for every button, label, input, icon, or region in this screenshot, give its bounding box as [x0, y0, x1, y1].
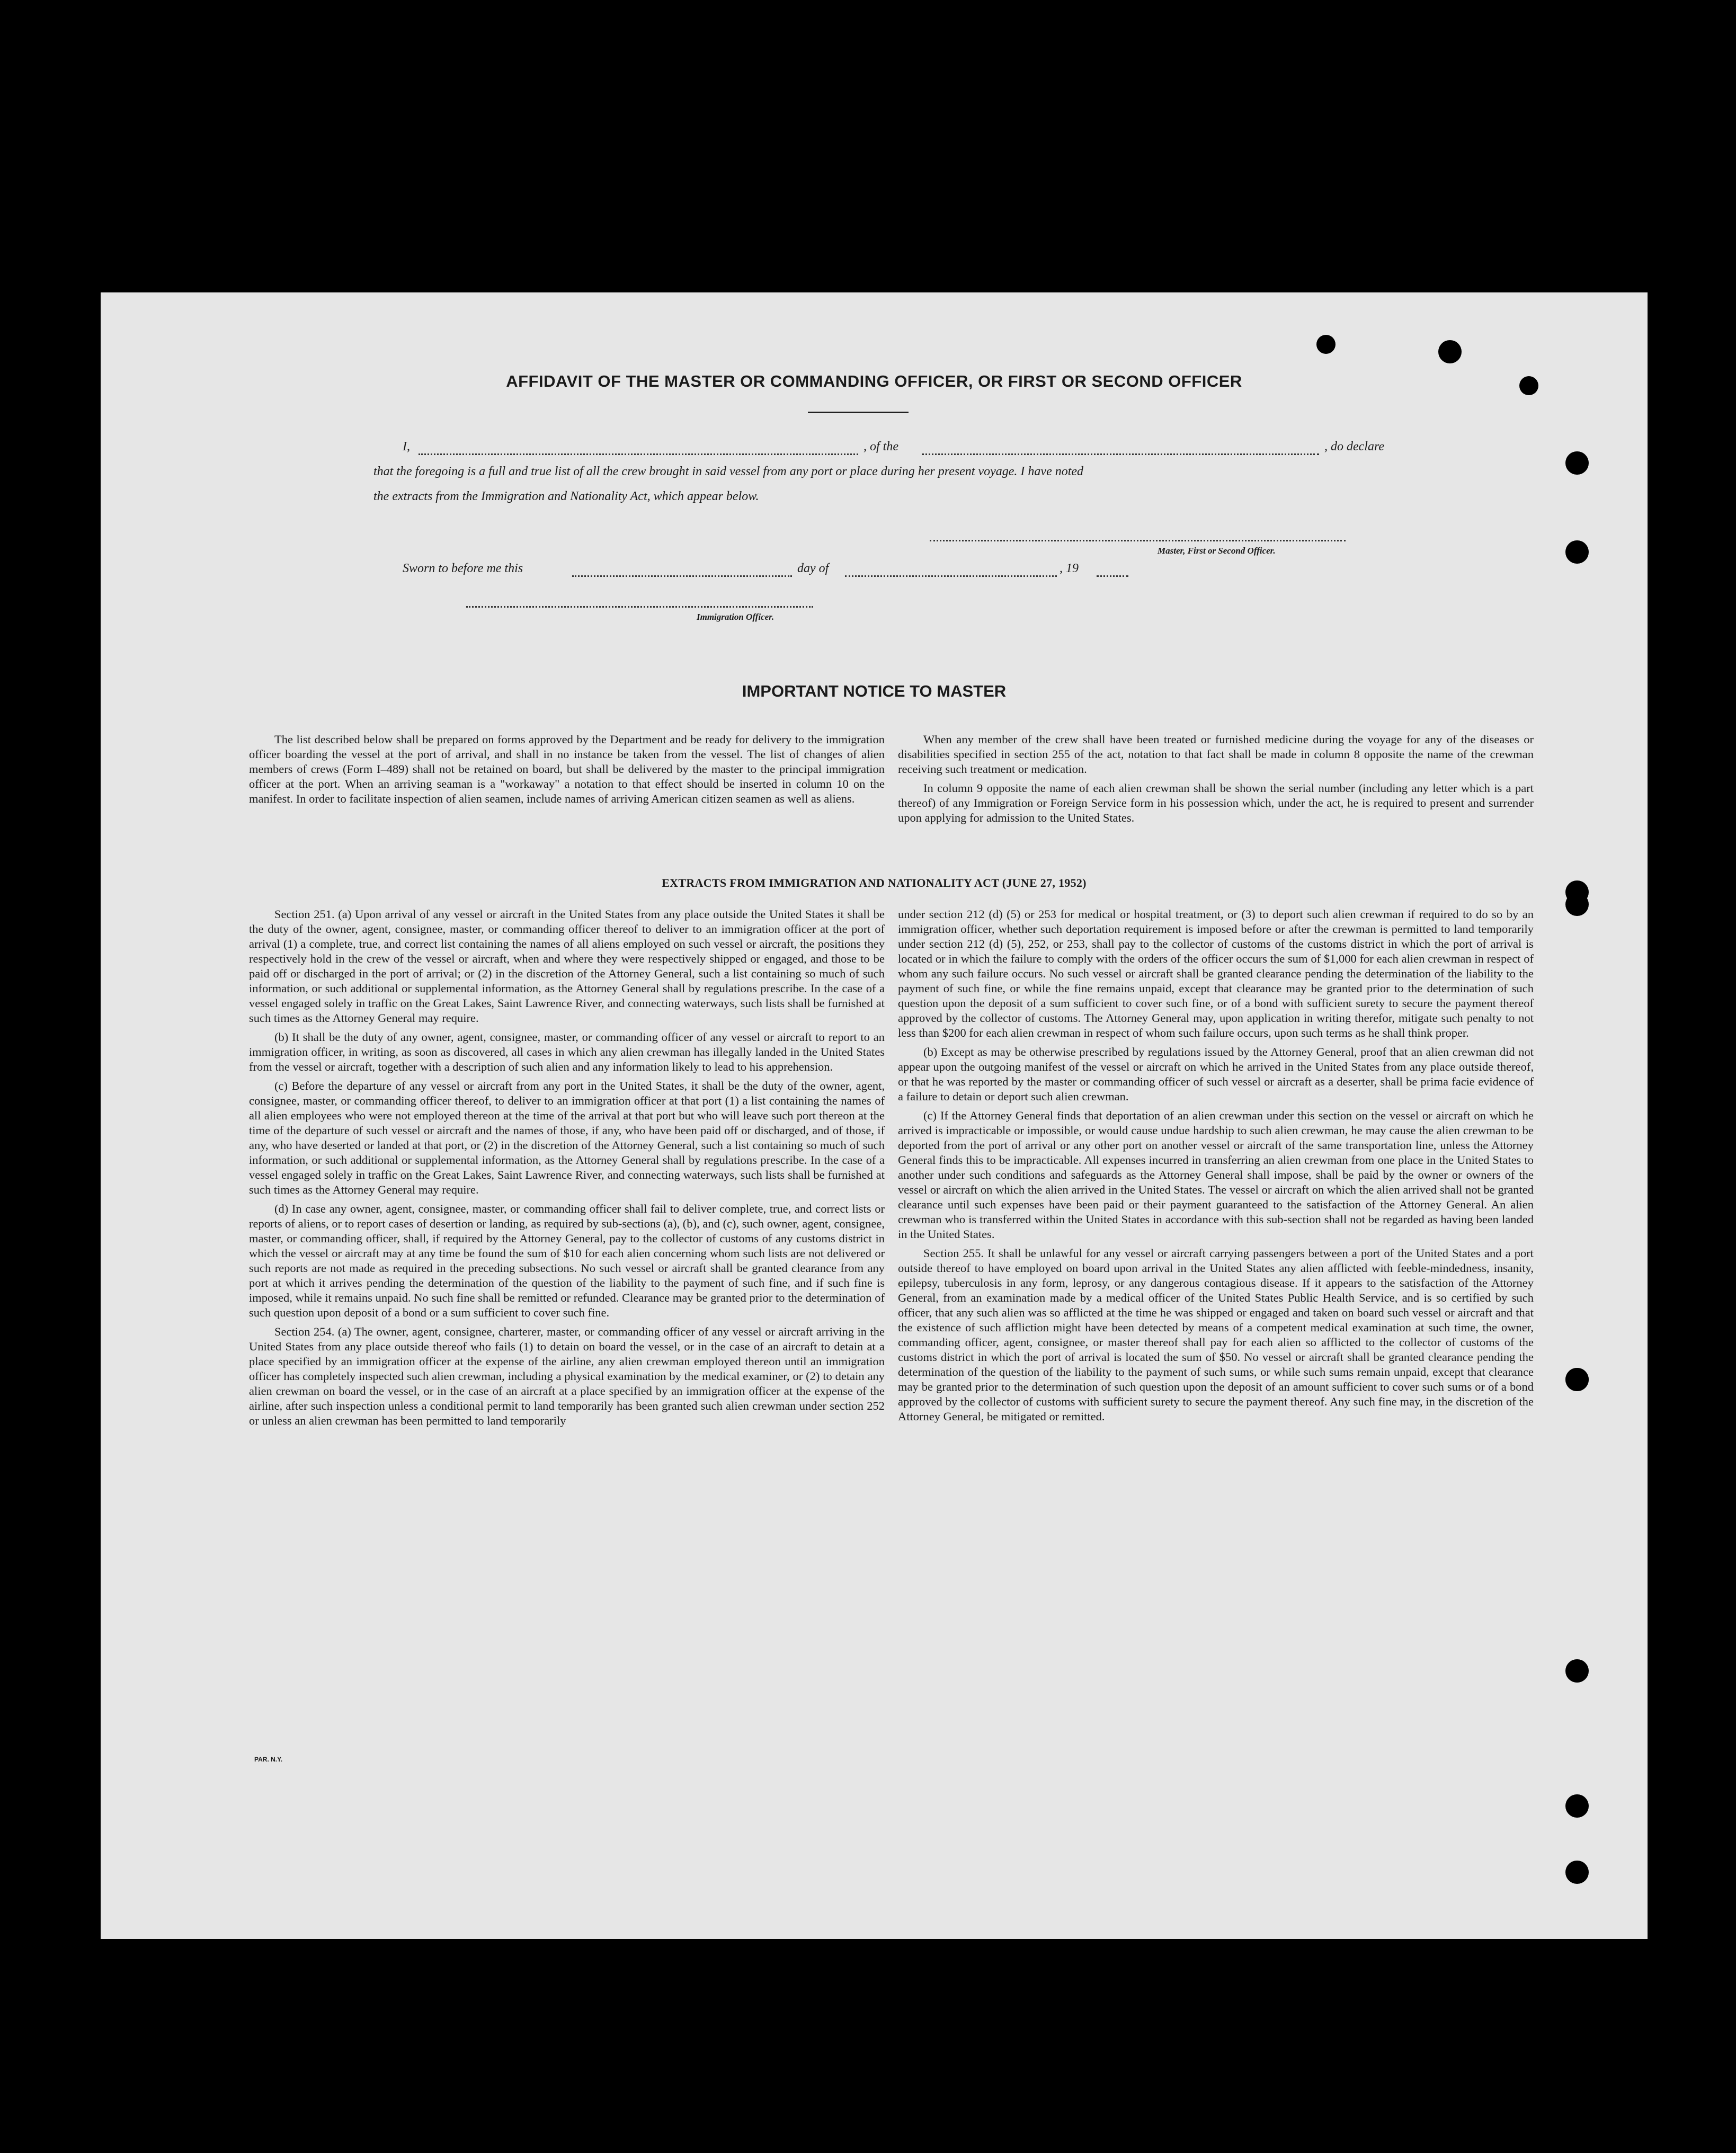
- extract-paragraph: Section 251. (a) Upon arrival of any vessel or aircraft in the United States from any place outside the United States it shall be the duty of the owner, agent, consignee, master, or commanding officer thereof to deliver to an immigration officer at the port of arrival (1) a complete, true, and correct list containing the names of all aliens employed on such vessel or aircraft, the positions they respectively hold in the crew of the vessel or aircraft, when and where they were respectively shipped or engaged, and those to be paid off or discharged in the port of arrival; or (2) in the discretion of the Attorney General, such a list containing so much of such information, or such additional or supplemental information, as the Attorney General shall by regulations prescribe. In the case of a vessel engaged solely in traffic on the Great Lakes, Saint Lawrence River, and connecting waterways, such lists shall be furnished at such times as the Attorney General may require.: [249, 908, 885, 1025]
- extract-paragraph: Section 255. It shall be unlawful for any vessel or aircraft carrying passengers between a port of the United States and a port outside thereof to have employed on board upon arrival in the United States any alien afflicted with feeble-mindedness, insanity, epilepsy, tuberculosis in any form, leprosy, or any dangerous contagious disease. If it appears to the satisfaction of the Attorney General, from an examination made by a medical officer of the United States Public Health Service, and is so certified by such officer, that any such alien was so afflicted at the time he was shipped or engaged and taken on board such vessel or aircraft and that the existence of such affliction might have been detected by means of a competent medical examination at such time, the owner, commanding officer, agent, consignee, or master thereof shall pay for each alien so afflicted to the collector of customs of the customs district in which the port of arrival is located the sum of $50. No vessel or aircraft shall be granted clearance pending the determination of the question of the liability to the payment of such sums, or while such sums remain unpaid, except that clearance may be granted prior to the determination of such question upon the deposit of an amount sufficient to cover such sums or of a bond approved by the collector of customs with sufficient surety to secure the payment thereof. Any such fine may, in the discretion of the Attorney General, be mitigated or remitted.: [898, 1247, 1534, 1423]
- officer-signature-field[interactable]: [466, 606, 813, 608]
- sworn-line: [403, 562, 1197, 576]
- sworn-day-label: day of: [797, 562, 829, 575]
- punch-hole: [1438, 340, 1462, 363]
- punch-hole: [1565, 1794, 1589, 1818]
- extracts-right-column: [898, 907, 1534, 1428]
- punch-hole: [1565, 2004, 1589, 2027]
- master-signature-field[interactable]: [930, 540, 1346, 541]
- extract-paragraph: (c) If the Attorney General finds that deportation of an alien crewman under this section on the vessel or aircraft on which he arrived is impracticable or impossible, or would cause undue hardship to such alien crewman, he may cause the alien crewman to be deported from the port of arrival or any other port on another vessel or aircraft of the same transportation line, unless the Attorney General finds this to be impracticable. All expenses incurred in transferring an alien crewman from one place in the United States to another under such conditions and safeguards as the Attorney General shall impose, shall be paid by the owner or owners of the vessel or aircraft on which the alien arrived in the United States. The vessel or aircraft on which the alien arrived shall not be granted clearance until such expenses have been paid or their payment guaranteed to the satisfaction of the Attorney General. An alien crewman who is transferred within the United States in accordance with this sub-section shall not be regarded as having been landed in the United States.: [898, 1109, 1534, 1241]
- extract-paragraph: (b) It shall be the duty of any owner, agent, consignee, master, or commanding officer of any vessel or aircraft to report to an immigration officer, in writing, as soon as discovered, all cases in which any alien crewman has illegally landed in the United States from the vessel or aircraft, together with a description of such alien and any information likely to lead to his apprehension.: [249, 1030, 885, 1073]
- sworn-date-field[interactable]: [572, 575, 792, 577]
- declaration-text-2: the extracts from the Immigration and Nationality Act, which appear below.: [373, 490, 759, 503]
- notice-paragraph: When any member of the crew shall have been treated or furnished medicine during the voyage for any of the diseases or disabilities specified in section 255 of the act, notation to that fact shall be made in column 8 opposite the name of the crewman receiving such treatment or medication.: [898, 733, 1534, 776]
- name-field[interactable]: [419, 453, 858, 455]
- punch-hole: [1565, 1659, 1589, 1683]
- extract-paragraph: Section 254. (a) The owner, agent, consignee, charterer, master, or commanding officer of any vessel or aircraft arriving in the United States from any place outside thereof who fails (1) to detain on board the vessel, or in the case of an aircraft to detain at a place specified by an immigration officer at the expense of the airline, any alien crewman employed thereon until an immigration officer has completely inspected such alien crewman, including a physical examination by the medical examiner, or (2) to detain any alien crewman on board the vessel, or in the case of an aircraft at a place specified by an immigration officer at the expense of the airline, after such inspection unless a conditional permit to land temporarily has been granted such alien crewman under section 252 or unless an alien crewman has been permitted to land temporarily: [249, 1325, 885, 1427]
- sworn-prefix: Sworn to before me this: [403, 562, 523, 575]
- affidavit-title: AFFIDAVIT OF THE MASTER OR COMMANDING OFFICER, OR FIRST OR SECOND OFFICER: [506, 372, 1242, 390]
- extracts-title: EXTRACTS FROM IMMIGRATION AND NATIONALITY ACT (JUNE 27, 1952): [662, 876, 1087, 889]
- declaration-text-1: that the foregoing is a full and true list of all the crew brought in said vessel from any port or place during her present voyage. I have noted: [373, 465, 1084, 478]
- extract-paragraph: (b) Except as may be otherwise prescribed by regulations issued by the Attorney General, proof that an alien crewman did not appear upon the outgoing manifest of the vessel or aircraft on which he arrived in the United States from any place outside thereof, or that he was reported by the master or commanding officer of such vessel or aircraft as a deserter, shall be prima facie evidence of a failure to detain or deport such alien crewman.: [898, 1045, 1534, 1103]
- printer-mark: PAR. N.Y.: [254, 1756, 283, 1763]
- notice-paragraph: The list described below shall be prepared on forms approved by the Department and be ready for delivery to the immigration officer boarding the vessel at the port of arrival, and shall in no instance be taken from the vessel. The list of changes of alien members of crews (Form I–489) shall not be retained on board, but shall be delivered by the master to the principal immigration officer at the port. When an arriving seaman is a "workaway" a notation to that effect should be inserted in column 10 on the manifest. In order to facilitate inspection of alien seamen, include names of arriving American citizen seamen as well as aliens.: [249, 733, 885, 805]
- sworn-year-field[interactable]: [1097, 575, 1128, 577]
- punch-hole: [1316, 335, 1336, 354]
- punch-hole: [1565, 1368, 1589, 1391]
- vessel-field[interactable]: [922, 453, 1319, 455]
- title-underline: [808, 412, 909, 413]
- sworn-year-label: , 19: [1060, 562, 1079, 575]
- declare-prefix: I,: [403, 440, 410, 453]
- document-page: [101, 292, 1648, 1939]
- of-the-label: , of the: [863, 440, 898, 453]
- declare-suffix: , do declare: [1324, 440, 1385, 453]
- officer-signature-label: Immigration Officer.: [697, 612, 774, 622]
- declarant-line: [403, 440, 1425, 454]
- punch-hole: [1565, 540, 1589, 564]
- master-signature-label: Master, First or Second Officer.: [1158, 546, 1276, 556]
- extract-paragraph: (c) Before the departure of any vessel or aircraft from any port in the United States, it shall be the duty of the owner, agent, consignee, master, or commanding officer thereof, to deliver to an immigration officer at that port (1) a list containing the names of all alien employees who were not employed thereon at the time of the arrival at that port but who will leave such port thereon at the time of the departure of such vessel or aircraft and the names of those, if any, who have been paid off or discharged, and of those, if any, who have deserted or landed at that port, or (2) in the discretion of the Attorney General, such a list containing so much of such information, or such additional or supplemental information, as the Attorney General shall by regulations prescribe. In the case of a vessel engaged solely in traffic on the Great Lakes, Saint Lawrence River, and connecting waterways, such lists shall be furnished at such times as the Attorney General may require.: [249, 1079, 885, 1196]
- extract-paragraph: under section 212 (d) (5) or 253 for medical or hospital treatment, or (3) to deport such alien crewman if required to do so by an immigration officer, whether such deportation requirement is imposed before or after the crewman is permitted to land temporarily under section 212 (d) (5), 252, or 253, shall pay to the collector of customs of the customs district in which the port of arrival is located or in which the failure to comply with the orders of the officer occurs the sum of $1,000 for each alien crewman in respect of whom any such failure occurs. No such vessel or aircraft shall be granted clearance pending the determination of the liability to the payment of such fine, or while the fine remains unpaid, except that clearance may be granted prior to the determination of such question upon the deposit of a sum sufficient to cover such fine, or of a bond with sufficient surety to secure the payment thereof approved by the collector of customs. The Attorney General may, upon application in writing therefor, mitigate such penalty to not less than $200 for each alien crewman in respect of whom such failure occurs, upon such terms as he shall think proper.: [898, 908, 1534, 1039]
- notice-title: IMPORTANT NOTICE TO MASTER: [742, 682, 1007, 700]
- punch-hole: [1565, 1861, 1589, 1884]
- notice-right-column: [898, 732, 1534, 830]
- extracts-left-column: [249, 907, 885, 1433]
- sworn-month-field[interactable]: [845, 575, 1057, 577]
- extract-paragraph: (d) In case any owner, agent, consignee, master, or commanding officer shall fail to deliver complete, true, and correct lists or reports of aliens, or to report cases of desertion or landing, as required by sub-sections (a), (b), and (c), such owner, agent, consignee, master, or commanding officer, shall, if required by the Attorney General, pay to the collector of customs of any customs district in which the vessel or aircraft may at any time be found the sum of $10 for each alien concerning whom such lists are not delivered or such reports are not made as required in the preceding subsections. No such vessel or aircraft shall be granted clearance from any port at which it arrives pending the determination of the question of the liability to the payment of such fine, and if such fine is imposed, while it remains unpaid. No such fine shall be remitted or refunded. Clearance may be granted prior to the determination of such question upon deposit of a bond or a sum sufficient to cover such fine.: [249, 1202, 885, 1319]
- punch-hole: [1565, 893, 1589, 916]
- punch-hole: [1565, 451, 1589, 475]
- notice-left-column: [249, 732, 885, 811]
- notice-paragraph: In column 9 opposite the name of each alien crewman shall be shown the serial number (including any letter which is a part thereof) of any Immigration or Foreign Service form in his possession which, under the act, he is required to present and surrender upon applying for admission to the United States.: [898, 781, 1534, 824]
